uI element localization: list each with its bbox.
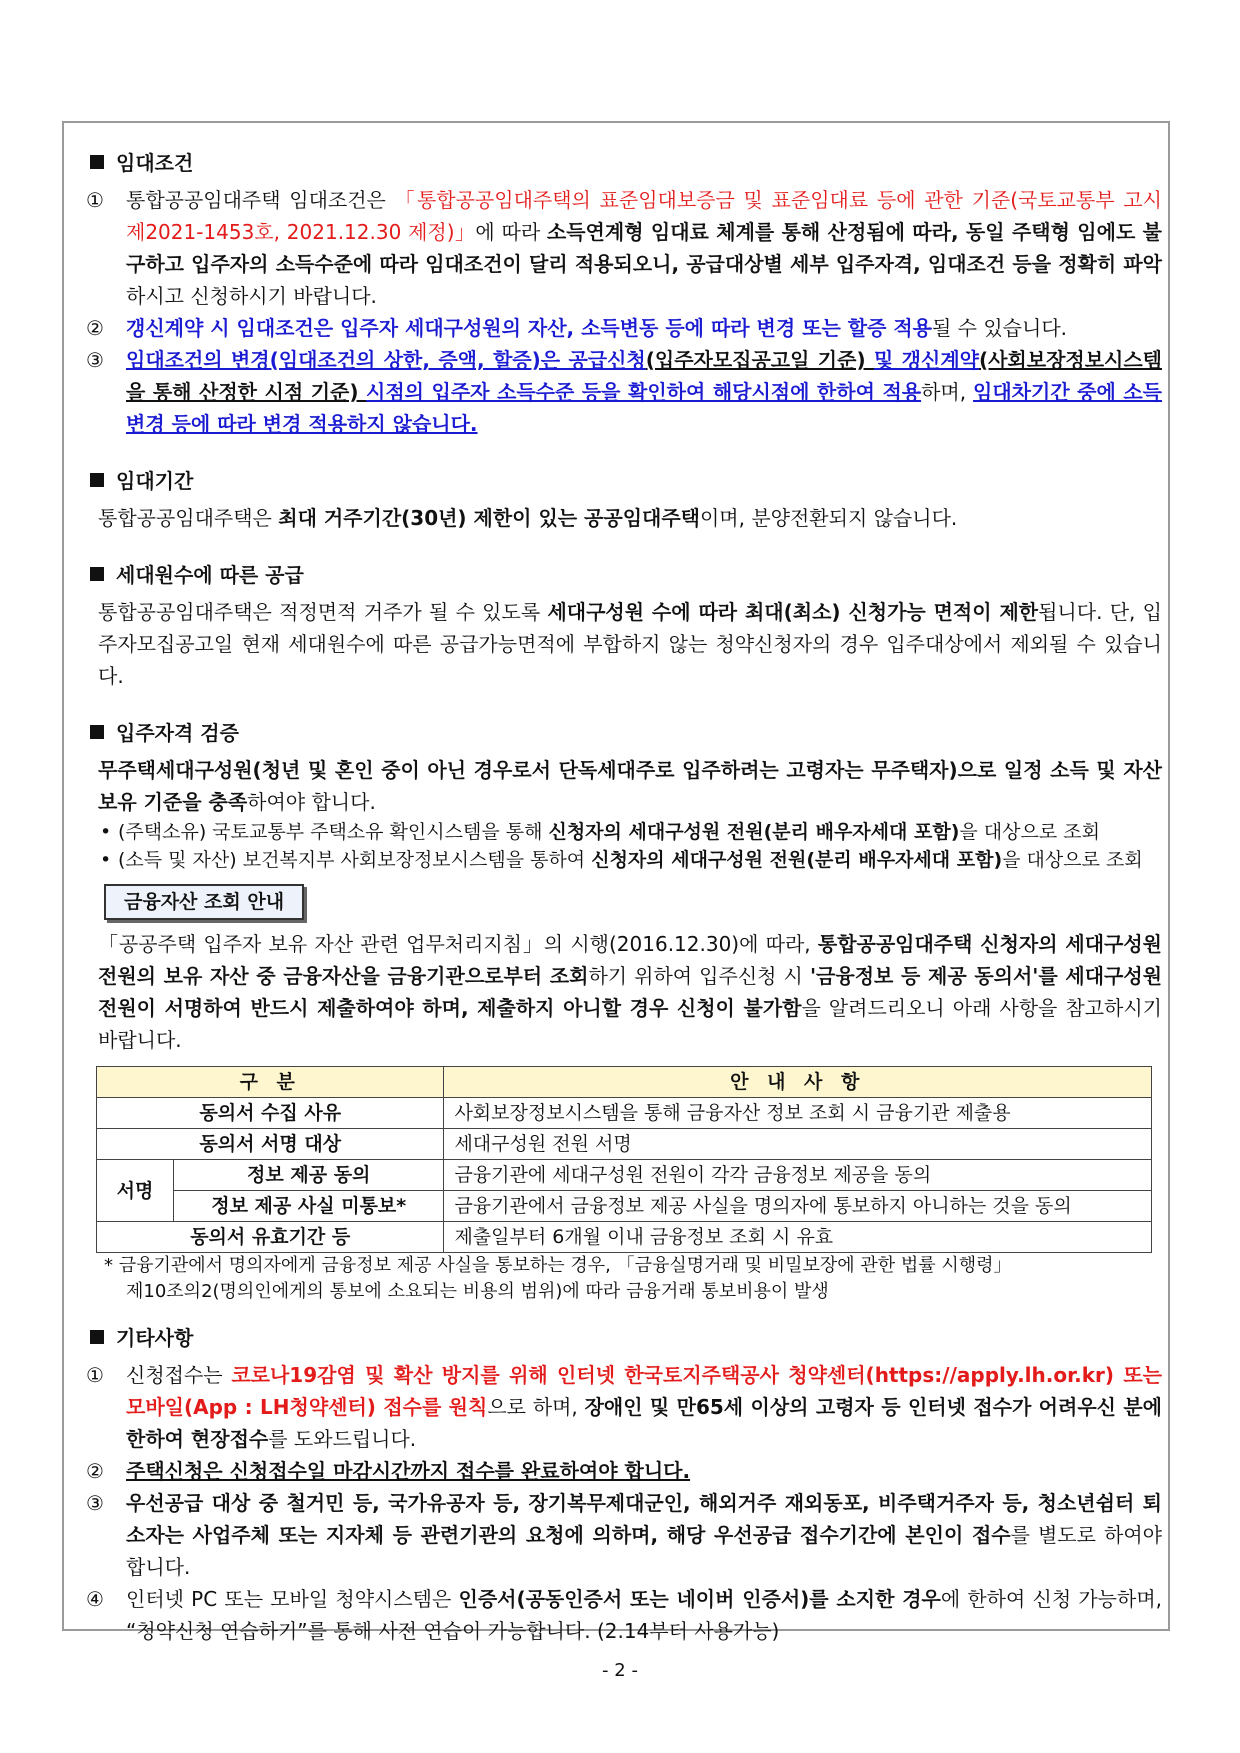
rental-conditions-list [82, 184, 1162, 440]
consent-info-table [96, 1066, 1152, 1253]
text-run: 통합공공임대주택 임대조건은 [126, 188, 395, 212]
text-run: 「통합공공임대주택의 표준임대보증금 및 표준임대료 등에 관한 기준(국토교통부 고시 제2021-1453호, 2021.12.30 제정)」 [126, 188, 1163, 244]
text-run: 으로 하며, [487, 1395, 585, 1419]
text-run: '금융정보 등 제공 동의서'를 세대구성원 전원이 서명하여 반드시 제출하여야 하며, 제출하지 아니할 경우 신청이 불가함 [98, 964, 1163, 1020]
text-run: 세대구성원 수에 따라 최대(최소) 신청가능 면적이 제한 [547, 600, 1039, 624]
square-bullet-icon [90, 1330, 104, 1344]
section-title-household-supply: 세대원수에 따른 공급 [90, 560, 1162, 590]
text-run: 을 알려드리오니 아래 사항을 참고하시기 바랍니다. [98, 996, 1162, 1052]
financial-asset-notice-label: 금융자산 조회 안내 [104, 884, 304, 920]
misc-list [82, 1359, 1162, 1647]
text-run: (주택소유) 국토교통부 주택소유 확인시스템을 통해 [118, 821, 549, 843]
list-item: ① 신청접수는 코로나19감염 및 확산 방지를 위해 인터넷 한국토지주택공사 청약센터(https://apply.lh.or.kr) 또는 모바일(App : LH청약센터) 접수를 원칙으로 하며, 장애인 및 만65세 이상의 고령자 등 인터넷 접수가 어려우신 분에 한하여 현장접수를 도와드립니다. [86, 1359, 1162, 1455]
section-title-misc: 기타사항 [90, 1323, 1162, 1353]
section-title-eligibility: 입주자격 검증 [90, 718, 1162, 748]
text-run: 인증서(공동인증서 또는 네이버 인증서)를 소지한 경우 [458, 1587, 941, 1611]
text-run: 통합공공임대주택은 [98, 506, 279, 530]
list-item: ③ 우선공급 대상 중 철거민 등, 국가유공자 등, 장기복무제대군인, 해외거주 재외동포, 비주택거주자 등, 청소년쉼터 퇴소자는 사업주체 또는 지자체 등 관련기관의 요청에 의하며, 해당 우선공급 접수기간에 본인이 접수를 별도로 하여야 합니다. [86, 1487, 1162, 1583]
text-run: 하며, [921, 380, 974, 404]
item-text [126, 312, 1162, 344]
text-run: 신청접수는 [126, 1363, 232, 1387]
item-text [126, 1455, 1162, 1487]
text-run: (사회보장정보시스템을 통해 산정한 시점 기준) [126, 348, 1162, 404]
document-body [82, 148, 1162, 1647]
text-run: 코로나19감염 및 확산 방지를 위해 인터넷 한국토지주택공사 청약센터(https://apply.lh.or.kr) 또는 모바일(App : LH청약센터) 접수를 원칙 [126, 1363, 1162, 1419]
text-run: 주택신청은 신청접수일 마감시간까지 접수를 완료하여야 합니다. [126, 1459, 691, 1483]
text-run: 됩니다. 단, 입주자모집공고일 현재 세대원수에 따른 공급가능면적에 부합하지 않는 청약신청자의 경우 입주대상에서 제외될 수 있습니다. [98, 600, 1162, 688]
text-run: 이며, 분양전환되지 않습니다. [699, 506, 958, 530]
square-bullet-icon [90, 473, 104, 487]
text-run: 소득연계형 임대료 체계를 통해 산정됨에 따라, 동일 주택형 임에도 불구하고 입주자의 소득수준에 따라 임대조건이 달리 적용되오니, 공급대상별 세부 입주자격, 임대조건 등을 정확히 파악 [126, 220, 1162, 276]
square-bullet-icon [90, 725, 104, 739]
list-item: ④ 인터넷 PC 또는 모바일 청약시스템은 인증서(공동인증서 또는 네이버 인증서)를 소지한 경우에 한하여 신청 가능하며, “청약신청 연습하기”를 통해 사전 연습이 가능합니다. (2.14부터 사용가능) [86, 1583, 1162, 1647]
eligibility-text [98, 754, 1162, 818]
text-run: 을 대상으로 조회 [1002, 849, 1143, 871]
table-header-row: 구 분 안 내 사 항 [97, 1067, 1152, 1098]
text-run: 우선공급 대상 중 철거민 등, 국가유공자 등, 장기복무제대군인, 해외거주 재외동포, 비주택거주자 등, 청소년쉼터 퇴소자는 사업주체 또는 지자체 등 관련기관의 요청에 의하며, 해당 우선공급 접수기간에 본인이 접수 [126, 1491, 1162, 1547]
text-run: 에 한하여 신청 가능하며, “청약신청 연습하기”를 통해 사전 연습이 가능합니다. (2.14부터 사용가능) [126, 1587, 1162, 1643]
list-item: ① 통합공공임대주택 임대조건은 「통합공공임대주택의 표준임대보증금 및 표준임대료 등에 관한 기준(국토교통부 고시 제2021-1453호, 2021.12.30 제정)」에 따라 소득연계형 임대료 체계를 통해 산정됨에 따라, 동일 주택형 임에도 불구하고 입주자의 소득수준에 따라 임대조건이 달리 적용되오니, 공급대상별 세부 입주자격, 임대조건 등을 정확히 파악하시고 신청하시기 바랍니다. [86, 184, 1162, 312]
text-run: 시점의 입주자 소득수준 등을 확인하여 해당시점에 한하여 적용 [366, 380, 922, 404]
text-run: 를 별도로 하여야 합니다. [126, 1523, 1162, 1579]
table-row: 서명 정보 제공 동의 금융기관에 세대구성원 전원이 각각 금융정보 제공을 동의 [97, 1160, 1152, 1191]
item-text [126, 344, 1162, 440]
list-item: ③ 임대조건의 변경(임대조건의 상한, 증액, 할증)은 공급신청(입주자모집공고일 기준) 및 갱신계약(사회보장정보시스템을 통해 산정한 시점 기준) 시점의 입주자 소득수준 등을 확인하여 해당시점에 한하여 적용하며, 임대차기간 중에 소득변경 등에 따라 변경 적용하지 않습니다. [86, 344, 1162, 440]
text-run: 인터넷 PC 또는 모바일 청약시스템은 [126, 1587, 459, 1611]
item-text [126, 1487, 1162, 1583]
table-row: 동의서 수집 사유 사회보장정보시스템을 통해 금융자산 정보 조회 시 금융기관 제출용 [97, 1098, 1152, 1129]
text-run: 통합공공임대주택은 적정면적 거주가 될 수 있도록 [98, 600, 548, 624]
list-item: ② 갱신계약 시 임대조건은 입주자 세대구성원의 자산, 소득변동 등에 따라 변경 또는 할증 적용될 수 있습니다. [86, 312, 1162, 344]
bullet-item: • (소득 및 자산) 보건복지부 사회보장정보시스템을 통하여 신청자의 세대구성원 전원(분리 배우자세대 포함)을 대상으로 조회 [100, 849, 1143, 871]
text-run: 신청자의 세대구성원 전원(분리 배우자세대 포함) [591, 849, 1003, 871]
text-run: 갱신계약 시 임대조건은 입주자 세대구성원의 자산, 소득변동 등에 따라 변경 또는 할증 적용 [126, 316, 932, 340]
text-run: 될 수 있습니다. [932, 316, 1067, 340]
item-text [126, 1583, 1162, 1647]
page-number: - 2 - [602, 1660, 638, 1681]
table-row: 정보 제공 사실 미통보* 금융기관에서 금융정보 제공 사실을 명의자에 통보하지 아니하는 것을 동의 [97, 1191, 1152, 1222]
table-row: 동의서 서명 대상 세대구성원 전원 서명 [97, 1129, 1152, 1160]
bullet-item: • (주택소유) 국토교통부 주택소유 확인시스템을 통해 신청자의 세대구성원 전원(분리 배우자세대 포함)을 대상으로 조회 [100, 821, 1100, 843]
square-bullet-icon [90, 567, 104, 581]
text-run: 을 대상으로 조회 [959, 821, 1100, 843]
table-row: 동의서 유효기간 등 제출일부터 6개월 이내 금융정보 조회 시 유효 [97, 1222, 1152, 1253]
text-run: 임대차기간 중에 소득변경 등에 따라 변경 적용하지 않습니다. [126, 380, 1163, 436]
item-text [126, 184, 1162, 312]
text-run: 무주택세대구성원(청년 및 혼인 중이 아닌 경우로서 단독세대주로 입주하려는 고령자는 무주택자)으로 일정 소득 및 자산 보유 기준을 충족 [98, 758, 1162, 814]
rental-period-text [98, 502, 1162, 534]
table-footnote-cont: 제10조의2(명의인에게의 통보에 소요되는 비용의 범위)에 따라 금융거래 통보비용이 발생 [126, 1281, 829, 1302]
square-bullet-icon [90, 155, 104, 169]
list-item: ② 주택신청은 신청접수일 마감시간까지 접수를 완료하여야 합니다. [86, 1455, 1162, 1487]
item-text [126, 1359, 1162, 1455]
text-run: 통합공공임대주택 신청자의 세대구성원 전원의 보유 자산 중 금융자산을 금융기관으로부터 조회 [98, 932, 1162, 988]
text-run: 에 따라 [475, 220, 547, 244]
text-run: 하시고 신청하시기 바랍니다. [126, 284, 377, 308]
section-title-rental-period: 임대기간 [90, 466, 1162, 496]
household-supply-text [98, 596, 1162, 692]
text-run: 임대조건의 변경(임대조건의 상한, 증액, 할증)은 공급신청 [126, 348, 646, 372]
text-run: 하여야 합니다. [247, 790, 376, 814]
text-run: 「공공주택 입주자 보유 자산 관련 업무처리지침」의 시행(2016.12.30)에 따라, [98, 932, 818, 956]
text-run: 하기 위하여 입주신청 시 [588, 964, 810, 988]
text-run: 최대 거주기간(30년) 제한이 있는 공공임대주택 [278, 506, 700, 530]
table-footnote: * 금융기관에서 명의자에게 금융정보 제공 사실을 통보하는 경우, 「금융실명거래 및 비밀보장에 관한 법률 시행령」 [104, 1255, 1012, 1276]
text-run: (입주자모집공고일 기준) [645, 348, 874, 372]
text-run: (소득 및 자산) 보건복지부 사회보장정보시스템을 통하여 [118, 849, 592, 871]
text-run: 를 도와드립니다. [268, 1427, 417, 1451]
financial-asset-notice-text [98, 928, 1162, 1056]
section-title-rental-conditions: 임대조건 [90, 148, 1162, 178]
text-run: 신청자의 세대구성원 전원(분리 배우자세대 포함) [548, 821, 960, 843]
text-run: 장애인 및 만65세 이상의 고령자 등 인터넷 접수가 어려우신 분에 한하여 현장접수 [126, 1395, 1162, 1451]
text-run: 및 갱신계약 [873, 348, 979, 372]
